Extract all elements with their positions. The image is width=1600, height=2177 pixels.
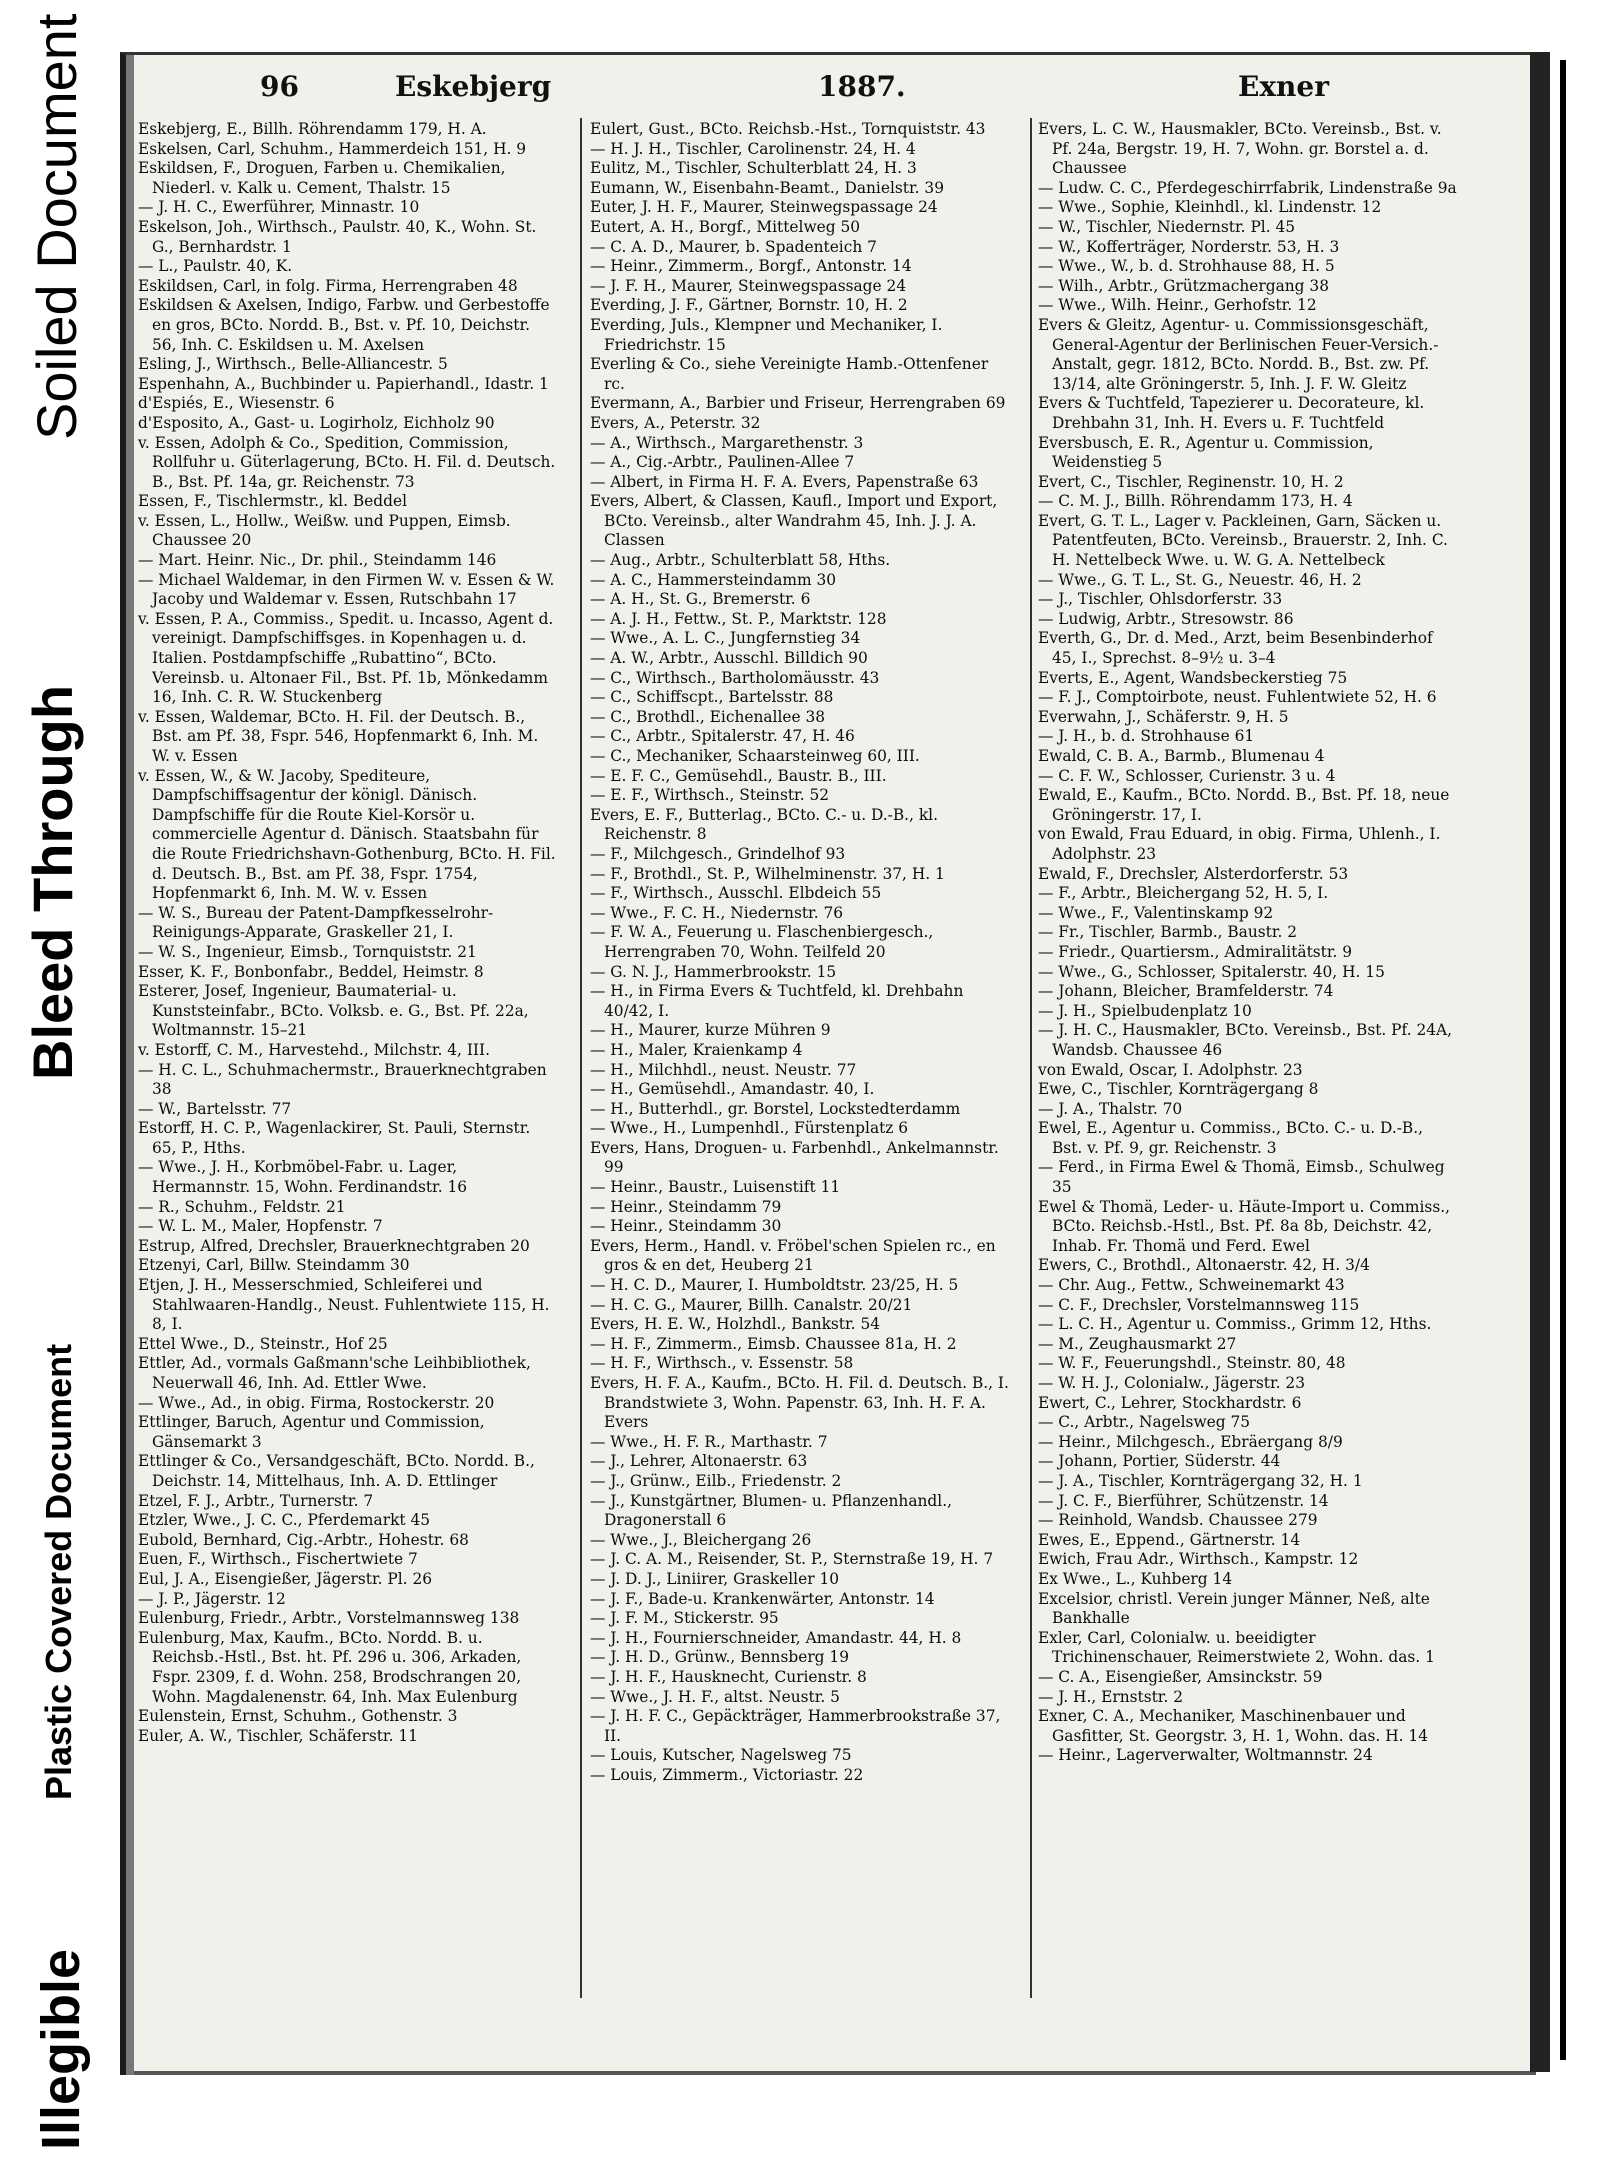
directory-entry: — C., Schiffscpt., Bartelsstr. 88 [590,688,834,707]
directory-entry: Ewald, C. B. A., Barmb., Blumenau 4 [1038,747,1325,765]
directory-entry: Etzenyi, Carl, Billw. Steindamm 30 [138,1256,410,1275]
directory-entry: — C., Mechaniker, Schaarsteinweg 60, III. [590,747,920,765]
directory-entry: Eubold, Bernhard, Cig.-Arbtr., Hohestr. 68 [138,1530,469,1549]
directory-entry: Etzel, F. J., Arbtr., Turnerstr. 7 [138,1491,374,1510]
directory-entry: v. Essen, W., & W. Jacoby, Spediteure, Dampfschiffsagentur der königl. Dänisch. Dampfschiffe für die Route Kiel-Korsör u. commercielle Agentur d. Dänisch. Staatsbahn für die Route Friedrichshavn-Gothenburg, BCto. H. Fil. d. Deutsch. B., Bst. am Pf. 38, Fspr. 1754, Hopfenmarkt 6, Inh. M. W. v. Essen [138,766,556,903]
directory-entry: — R., Schuhm., Feldstr. 21 [138,1197,346,1216]
directory-entry: v. Essen, Adolph & Co., Spedition, Commission, Rollfuhr u. Güterlagerung, BCto. H. Fil. d. Deutsch. B., Bst. Pf. 14a, gr. Reichenstr. 73 [138,433,556,491]
right-running-head: Exner [1238,70,1329,103]
directory-entry: — H. C. G., Maurer, Billh. Canalstr. 20/21 [590,1295,913,1314]
directory-entry: Ettel Wwe., D., Steinstr., Hof 25 [138,1334,388,1353]
directory-entry: — W. H. J., Colonialw., Jägerstr. 23 [1038,1374,1306,1392]
directory-entry: — H., Maurer, kurze Mühren 9 [590,1021,831,1040]
directory-entry: Eutert, A. H., Borgf., Mittelweg 50 [590,217,861,236]
directory-entry: — Johann, Bleicher, Bramfelderstr. 74 [1038,982,1334,1001]
directory-entry: Espenhahn, A., Buchbinder u. Papierhandl., Idastr. 1 [138,374,549,393]
directory-entry: Eulert, Gust., BCto. Reichsb.-Hst., Tornquiststr. 43 [590,120,986,138]
scan-quality-labels [0,0,110,2177]
directory-entry: — J. H. C., Ewerführer, Minnastr. 10 [138,198,420,217]
directory-entry: — H. C. L., Schuhmachermstr., Brauerknechtgraben 38 [138,1060,547,1099]
directory-entry: Esser, K. F., Bonbonfabr., Beddel, Heimstr. 8 [138,962,484,981]
directory-entry: Ewald, E., Kaufm., BCto. Nordd. B., Bst. Pf. 18, neue Gröningerstr. 17, I. [1038,786,1450,824]
directory-entry: — Wilh., Arbtr., Grützmachergang 38 [1038,276,1330,295]
directory-entry: — J. H. F., Hausknecht, Curienstr. 8 [590,1667,867,1686]
directory-entry: Ewel, E., Agentur u. Commiss., BCto. C.- u. D.-B., Bst. v. Pf. 9, gr. Reichenstr. 3 [1038,1119,1424,1157]
directory-entry: — Heinr., Zimmerm., Borgf., Antonstr. 14 [590,257,912,276]
directory-entry: — M., Zeughausmarkt 27 [1038,1334,1237,1353]
directory-entry: — J. H. D., Grünw., Bennsberg 19 [590,1648,850,1667]
directory-entry: — C. A., Eisengießer, Amsinckstr. 59 [1038,1667,1323,1686]
directory-entry: — Heinr., Baustr., Luisenstift 11 [590,1178,841,1197]
directory-entry: v. Essen, Waldemar, BCto. H. Fil. der Deutsch. B., Bst. am Pf. 38, Fspr. 546, Hopfenmarkt 6, Inh. M. W. v. Essen [138,707,539,765]
directory-entry: Eskildsen, Carl, in folg. Firma, Herrengraben 48 [138,276,518,295]
directory-entry: — Aug., Arbtr., Schulterblatt 58, Hths. [590,551,891,570]
directory-entry: d'Espiés, E., Wiesenstr. 6 [138,394,335,413]
directory-entry: — A., Cig.-Arbtr., Paulinen-Allee 7 [590,453,855,472]
directory-entry: — J. F. M., Stickerstr. 95 [590,1609,779,1628]
directory-entry: — Wwe., J., Bleichergang 26 [590,1530,812,1549]
directory-entry: Evers, H. F. A., Kaufm., BCto. H. Fil. d. Deutsch. B., I. Brandstwiete 3, Wohn. Papenstr. 63, Inh. H. F. A. Evers [590,1374,1009,1432]
directory-entry: — Ferd., in Firma Ewel & Thomä, Eimsb., Schulweg 35 [1038,1158,1445,1197]
directory-entry: — H. J. H., Tischler, Carolinenstr. 24, H. 4 [590,139,916,158]
label-plastic-covered: Plastic Covered Document [38,1343,79,1800]
directory-entry: — F., Milchgesch., Grindelhof 93 [590,844,846,863]
directory-entry: Evers, E. F., Butterlag., BCto. C.- u. D.-B., kl. Reichenstr. 8 [590,805,938,844]
directory-entry: — Chr. Aug., Fettw., Schweinemarkt 43 [1038,1276,1345,1295]
directory-entry: Ettlinger & Co., Versandgeschäft, BCto. Nordd. B., Deichstr. 14, Mittelhaus, Inh. A. D. Ettlinger [138,1452,535,1490]
directory-entry: — Wwe., G., Schlosser, Spitalerstr. 40, H. 15 [1038,962,1385,981]
directory-entry: — J., Grünw., Eilb., Friedenstr. 2 [590,1471,842,1490]
directory-entry: — H. F., Zimmerm., Eimsb. Chaussee 81a, H. 2 [590,1334,957,1353]
directory-entry: Eul, J. A., Eisengießer, Jägerstr. Pl. 26 [138,1569,433,1588]
directory-entry: — Ludwig, Arbtr., Stresowstr. 86 [1038,609,1294,628]
left-running-head: Eskebjerg [395,70,552,103]
directory-entry: — F. J., Comptoirbote, neust. Fuhlentwiete 52, H. 6 [1038,688,1437,707]
directory-entry: Evermann, A., Barbier und Friseur, Herrengraben 69 [590,394,1006,413]
directory-entry: — A. H., St. G., Bremerstr. 6 [590,590,811,609]
directory-entry: — Wwe., F. C. H., Niedernstr. 76 [590,903,844,922]
directory-entry: Esling, J., Wirthsch., Belle-Alliancestr. 5 [138,355,448,374]
directory-entry: — C., Brothdl., Eichenallee 38 [590,707,826,726]
directory-entry: — W., Tischler, Niedernstr. Pl. 45 [1038,217,1296,236]
column-3 [1038,120,1458,1766]
directory-entry: Evers, H. E. W., Holzhdl., Bankstr. 54 [590,1315,881,1334]
directory-entry: Ewes, E., Eppend., Gärtnerstr. 14 [1038,1530,1301,1549]
directory-entry: Eskelsen, Carl, Schuhm., Hammerdeich 151, H. 9 [138,139,527,158]
directory-entry: — Wwe., Wilh. Heinr., Gerhofstr. 12 [1038,296,1317,315]
directory-entry: Exler, Carl, Colonialw. u. beeidigter Trichinenschauer, Reimerstwiete 2, Wohn. das. 1 [1038,1628,1435,1667]
directory-entry: — J. H., Ernststr. 2 [1038,1687,1184,1706]
directory-entry: Esterer, Josef, Ingenieur, Baumaterial- u. Kunststeinfabr., BCto. Volksb. e. G., Bst. Pf. 22a, Woltmannstr. 15–21 [138,982,529,1040]
directory-entry: — J. H. F. C., Gepäckträger, Hammerbrookstraße 37, II. [590,1707,1001,1745]
page-edge [1560,60,1566,2060]
directory-entry: Everwahn, J., Schäferstr. 9, H. 5 [1038,707,1289,726]
directory-entry: d'Esposito, A., Gast- u. Logirholz, Eichholz 90 [138,413,495,432]
directory-entry: — Wwe., H. F. R., Marthastr. 7 [590,1432,828,1451]
directory-entry: Eskebjerg, E., Billh. Röhrendamm 179, H. A. [138,120,487,138]
directory-entry: Euter, J. H. F., Maurer, Steinwegspassage 24 [590,198,938,217]
directory-entry: — Louis, Kutscher, Nagelsweg 75 [590,1746,852,1765]
column-1 [138,120,558,1746]
directory-entry: — Heinr., Milchgesch., Ebräergang 8/9 [1038,1432,1343,1451]
directory-entry: — Heinr., Lagerverwalter, Woltmannstr. 24 [1038,1746,1373,1765]
directory-entry: — Wwe., A. L. C., Jungfernstieg 34 [590,629,861,648]
directory-entry: Evers, Hans, Droguen- u. Farbenhdl., Ankelmannstr. 99 [590,1138,999,1177]
directory-entry: Evert, C., Tischler, Reginenstr. 10, H. 2 [1038,472,1344,491]
directory-entry: Etjen, J. H., Messerschmied, Schleiferei und Stahlwaaren-Handlg., Neust. Fuhlentwiete 115, H. 8, I. [138,1276,550,1334]
directory-entry: Etzler, Wwe., J. C. C., Pferdemarkt 45 [138,1511,431,1530]
directory-entry: — J. C. F., Bierführer, Schützenstr. 14 [1038,1491,1329,1510]
directory-entry: — Ludw. C. C., Pferdegeschirrfabrik, Lindenstraße 9a [1038,178,1457,197]
label-soiled-document: Soiled Document [25,13,88,440]
directory-entry: — J., Kunstgärtner, Blumen- u. Pflanzenhandl., Dragonerstall 6 [590,1491,952,1530]
directory-entry: Evers, Herm., Handl. v. Fröbel'schen Spielen rc., en gros & en det, Heuberg 21 [590,1236,996,1275]
directory-entry: — F., Wirthsch., Ausschl. Elbdeich 55 [590,884,882,903]
page-header [0,70,1600,116]
directory-entry: Estorff, H. C. P., Wagenlackirer, St. Pauli, Sternstr. 65, P., Hths. [138,1119,531,1157]
directory-entry: Ewert, C., Lehrer, Stockhardstr. 6 [1038,1393,1302,1412]
directory-entry: — E. F. C., Gemüsehdl., Baustr. B., III. [590,766,887,785]
directory-entry: — J., Tischler, Ohlsdorferstr. 33 [1038,590,1283,609]
directory-entry: — C., Arbtr., Spitalerstr. 47, H. 46 [590,727,855,746]
directory-entry: — Wwe., Sophie, Kleinhdl., kl. Lindenstr. 12 [1038,198,1382,217]
directory-entry: — Wwe., Ad., in obig. Firma, Rostockerstr. 20 [138,1393,495,1412]
directory-entry: — Heinr., Steindamm 30 [590,1217,782,1236]
directory-entry: — A. J. H., Fettw., St. P., Marktstr. 128 [590,609,887,628]
directory-entry: — F. W. A., Feuerung u. Flaschenbiergesch., Herrengraben 70, Wohn. Teilfeld 20 [590,923,934,961]
directory-entry: — J. H., Spielbudenplatz 10 [1038,1001,1252,1020]
directory-entry: v. Essen, P. A., Commiss., Spedit. u. Incasso, Agent d. vereinigt. Dampfschiffsges. in Kopenhagen u. d. Italien. Postdampfschiffe „Rubattino“, BCto. Vereinsb. u. Altonaer Fil., Bst. Pf. 1b, Mönkedamm 16, Inh. C. R. W. Stuckenberg [138,609,554,707]
directory-entry: Euen, F., Wirthsch., Fischertwiete 7 [138,1550,418,1569]
directory-entry: — Albert, in Firma H. F. A. Evers, Papenstraße 63 [590,472,979,491]
directory-entry: — J. H., b. d. Strohhause 61 [1038,727,1255,746]
directory-entry: Eskelson, Joh., Wirthsch., Paulstr. 40, K., Wohn. St. G., Bernhardstr. 1 [138,217,537,256]
directory-entry: Eulenburg, Max, Kaufm., BCto. Nordd. B. u. Reichsb.-Hstl., Bst. ht. Pf. 296 u. 306, Arkaden, Fspr. 2309, f. d. Wohn. 258, Brodschrangen 20, Wohn. Magdalenenstr. 64, Inh. Max Eulenburg [138,1628,522,1706]
directory-entry: Evers, A., Peterstr. 32 [590,413,761,432]
directory-entry: Everth, G., Dr. d. Med., Arzt, beim Besenbinderhof 45, I., Sprechst. 8–9½ u. 3–4 [1038,629,1433,668]
directory-entry: — H. C. D., Maurer, I. Humboldtstr. 23/25, H. 5 [590,1276,959,1295]
directory-entry: — Reinhold, Wandsb. Chaussee 279 [1038,1511,1318,1530]
directory-entry: Ewe, C., Tischler, Kornträgergang 8 [1038,1080,1319,1099]
directory-entry: — L., Paulstr. 40, K. [138,257,293,276]
directory-entry: — Mart. Heinr. Nic., Dr. phil., Steindamm 146 [138,551,497,570]
directory-entry: — F., Brothdl., St. P., Wilhelminenstr. 37, H. 1 [590,864,945,883]
year: 1887. [818,70,906,103]
directory-entry: — G. N. J., Hammerbrookstr. 15 [590,962,837,981]
directory-entry: — J. P., Jägerstr. 12 [138,1589,286,1608]
label-bleed-through: Bleed Through [21,684,84,1080]
directory-entry: Exner, C. A., Mechaniker, Maschinenbauer und Gasfitter, St. Georgstr. 3, H. 1, Wohn. das. H. 14 [1038,1707,1428,1745]
directory-entry: von Ewald, Frau Eduard, in obig. Firma, Uhlenh., I. Adolphstr. 23 [1038,825,1441,863]
directory-entry: — C. F. W., Schlosser, Curienstr. 3 u. 4 [1038,766,1336,785]
directory-entry: Eulenburg, Friedr., Arbtr., Vorstelmannsweg 138 [138,1609,520,1628]
page-number: 96 [260,70,299,103]
directory-entry: — W. F., Feuerungshdl., Steinstr. 80, 48 [1038,1354,1346,1373]
directory-entry: Ewers, C., Brothdl., Altonaerstr. 42, H. 3/4 [1038,1256,1370,1275]
directory-entry: von Ewald, Oscar, I. Adolphstr. 23 [1038,1060,1303,1079]
directory-entry: — J. D. J., Liniirer, Graskeller 10 [590,1569,840,1588]
directory-entry: — E. F., Wirthsch., Steinstr. 52 [590,786,830,805]
directory-entry: — Wwe., H., Lumpenhdl., Fürstenplatz 6 [590,1119,909,1138]
directory-entry: — A. C., Hammersteindamm 30 [590,570,837,589]
directory-entry: Ewel & Thomä, Leder- u. Häute-Import u. Commiss., BCto. Reichsb.-Hstl., Bst. Pf. 8a 8b, Deichstr. 42, Inhab. Fr. Thomä und Ferd. Ewel [1038,1197,1451,1255]
directory-entry: v. Estorff, C. M., Harvestehd., Milchstr. 4, III. [138,1040,490,1059]
directory-entry: Evers, Albert, & Classen, Kaufl., Import und Export, BCto. Vereinsb., alter Wandrahm 45, Inh. J. J. A. Classen [590,492,998,550]
directory-entry: Eskildsen, F., Droguen, Farben u. Chemikalien, Niederl. v. Kalk u. Cement, Thalstr. 15 [138,159,506,197]
directory-entry: — J. A., Thalstr. 70 [1038,1099,1183,1118]
directory-entry: — H., Butterhdl., gr. Borstel, Lockstedterdamm [590,1099,961,1118]
directory-entry: — Fr., Tischler, Barmb., Baustr. 2 [1038,923,1298,942]
page-gutter-shadow [1530,52,1550,2072]
directory-entry: — A., Wirthsch., Margarethenstr. 3 [590,433,864,452]
directory-entry: — A. W., Arbtr., Ausschl. Billdich 90 [590,649,868,668]
directory-entry: Ettlinger, Baruch, Agentur und Commission, Gänsemarkt 3 [138,1413,485,1451]
directory-entry: — J. F. H., Maurer, Steinwegspassage 24 [590,276,907,295]
directory-entry: v. Essen, L., Hollw., Weißw. und Puppen, Eimsb. Chaussee 20 [138,511,511,550]
directory-entry: Everding, Juls., Klempner und Mechaniker, I. Friedrichstr. 15 [590,315,943,354]
column-rule-1 [580,118,582,1998]
directory-entry: — W., Bartelsstr. 77 [138,1099,292,1118]
directory-entry: — J. A., Tischler, Kornträgergang 32, H. 1 [1038,1471,1363,1490]
directory-entry: Essen, F., Tischlermstr., kl. Beddel [138,492,408,511]
directory-entry: — Wwe., J. H. F., altst. Neustr. 5 [590,1687,840,1706]
directory-entry: — C. M. J., Billh. Röhrendamm 173, H. 4 [1038,492,1353,511]
directory-entry: Excelsior, christl. Verein junger Männer, Neß, alte Bankhalle [1038,1589,1430,1628]
directory-entry: — Heinr., Steindamm 79 [590,1197,782,1216]
directory-entry: Everts, E., Agent, Wandsbeckerstieg 75 [1038,668,1348,687]
directory-entry: — Louis, Zimmerm., Victoriastr. 22 [590,1765,864,1784]
directory-entry: Everding, J. F., Gärtner, Bornstr. 10, H. 2 [590,296,908,315]
directory-entry: Evers & Tuchtfeld, Tapezierer u. Decorateure, kl. Drehbahn 31, Inh. H. Evers u. F. Tuchtfeld [1038,394,1425,432]
directory-entry: — C., Wirthsch., Bartholomäusstr. 43 [590,668,880,687]
column-2 [590,120,1010,1785]
directory-entry: — Friedr., Quartiersm., Admiralitätstr. 9 [1038,942,1353,961]
directory-entry: Eulenstein, Ernst, Schuhm., Gothenstr. 3 [138,1707,458,1726]
directory-entry: — J., Lehrer, Altonaerstr. 63 [590,1452,808,1471]
directory-entry: — Wwe., F., Valentinskamp 92 [1038,903,1274,922]
directory-entry: — Michael Waldemar, in den Firmen W. v. Essen & W. Jacoby und Waldemar v. Essen, Rutschbahn 17 [138,570,555,609]
directory-entry: — Wwe., G. T. L., St. G., Neuestr. 46, H. 2 [1038,570,1362,589]
directory-entry: Euler, A. W., Tischler, Schäferstr. 11 [138,1726,418,1745]
directory-entry: — C. A. D., Maurer, b. Spadenteich 7 [590,237,877,256]
directory-entry: — J. H., Fournierschneider, Amandastr. 44, H. 8 [590,1628,962,1647]
directory-entry: — W. L. M., Maler, Hopfenstr. 7 [138,1217,383,1236]
directory-entry: — C. F., Drechsler, Vorstelmannsweg 115 [1038,1295,1360,1314]
directory-entry: — Wwe., W., b. d. Strohhause 88, H. 5 [1038,257,1335,276]
directory-entry: — C., Arbtr., Nagelsweg 75 [1038,1413,1251,1432]
directory-entry: Eulitz, M., Tischler, Schulterblatt 24, H. 3 [590,159,917,178]
directory-entry: Eumann, W., Eisenbahn-Beamt., Danielstr. 39 [590,178,945,197]
column-rule-2 [1030,118,1032,1998]
directory-entry: Ewich, Frau Adr., Wirthsch., Kampstr. 12 [1038,1550,1359,1569]
directory-entry: — H., Milchhdl., neust. Neustr. 77 [590,1060,857,1079]
directory-entry: — H., Gemüsehdl., Amandastr. 40, I. [590,1080,875,1099]
directory-entry: Eskildsen & Axelsen, Indigo, Farbw. und Gerbestoffe en gros, BCto. Nordd. B., Bst. v. Pf. 10, Deichstr. 56, Inh. C. Eskildsen u. M. Axelsen [138,296,550,354]
directory-entry: Eversbusch, E. R., Agentur u. Commission, Weidenstieg 5 [1038,433,1374,472]
directory-entry: Everling & Co., siehe Vereinigte Hamb.-Ottenfener rc. [590,355,989,393]
directory-entry: Evert, G. T. L., Lager v. Packleinen, Garn, Säcken u. Patentfeuten, BCto. Vereinsb., Brauerstr. 2, Inh. C. H. Nettelbeck Wwe. u. W. G. A. Nettelbeck [1038,511,1448,570]
directory-entry: — W. S., Bureau der Patent-Dampfkesselrohr-Reinigungs-Apparate, Graskeller 21, I. [138,903,494,942]
directory-entry: Ewald, F., Drechsler, Alsterdorferstr. 53 [1038,864,1349,883]
directory-entry: Evers, L. C. W., Hausmakler, BCto. Vereinsb., Bst. v. Pf. 24a, Bergstr. 19, H. 7, Wohn. gr. Borstel a. d. Chaussee [1038,120,1442,178]
directory-entry: Evers & Gleitz, Agentur- u. Commissionsgeschäft, General-Agentur der Berlinischen Feuer-Versich.-Anstalt, gegr. 1812, BCto. Nordd. B., Bst. zw. Pf. 13/14, alte Gröningerstr. 5, Inh. J. F. W. Gleitz [1038,315,1439,393]
directory-entry: — L. C. H., Agentur u. Commiss., Grimm 12, Hths. [1038,1315,1432,1334]
directory-entry: Ex Wwe., L., Kuhberg 14 [1038,1569,1233,1588]
directory-entry: — W., Kofferträger, Norderstr. 53, H. 3 [1038,237,1340,256]
directory-entry: — J. H. C., Hausmakler, BCto. Vereinsb., Bst. Pf. 24A, Wandsb. Chaussee 46 [1038,1021,1453,1059]
directory-entry: — J. C. A. M., Reisender, St. P., Sternstraße 19, H. 7 [590,1550,994,1569]
directory-entry: — Johann, Portier, Süderstr. 44 [1038,1452,1281,1471]
directory-entry: — F., Arbtr., Bleichergang 52, H. 5, I. [1038,884,1329,903]
directory-entry: — H., in Firma Evers & Tuchtfeld, kl. Drehbahn 40/42, I. [590,982,964,1020]
directory-entry: — Wwe., J. H., Korbmöbel-Fabr. u. Lager, Hermannstr. 15, Wohn. Ferdinandstr. 16 [138,1158,468,1197]
directory-entry: — H., Maler, Kraienkamp 4 [590,1040,803,1059]
directory-entry: — J. F., Bade-u. Krankenwärter, Antonstr. 14 [590,1589,935,1608]
directory-entry: — W. S., Ingenieur, Eimsb., Tornquiststr. 21 [138,942,477,961]
directory-entry: — H. F., Wirthsch., v. Essenstr. 58 [590,1354,854,1373]
label-illegible: Illegible [31,1948,91,2150]
directory-entry: Estrup, Alfred, Drechsler, Brauerknechtgraben 20 [138,1236,530,1255]
directory-entry: Ettler, Ad., vormals Gaßmann'sche Leihbibliothek, Neuerwall 46, Inh. Ad. Ettler Wwe. [138,1354,531,1392]
